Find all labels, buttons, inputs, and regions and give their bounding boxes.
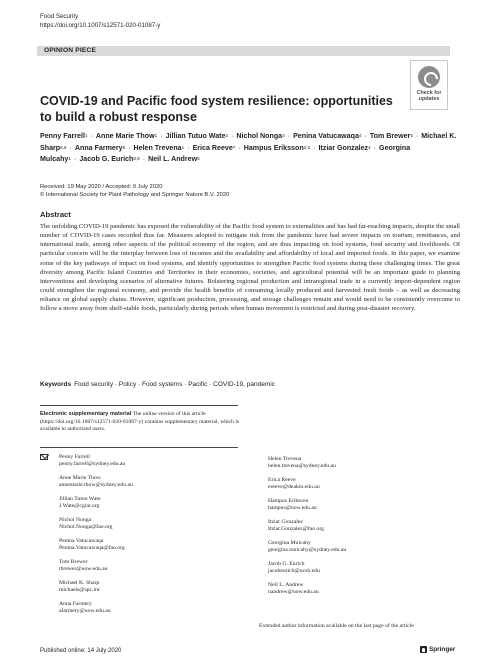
author-affiliation: 1 <box>181 144 185 150</box>
copyright-line: © International Society for Plant Pathology and Springer Nature B.V. 2020 <box>40 192 230 198</box>
author-contact <box>59 454 125 468</box>
contact-name: Anne Marie Thow <box>59 475 101 481</box>
author-contact <box>268 561 320 575</box>
author-name[interactable]: Jacob G. Eurich <box>79 155 134 164</box>
contact-email[interactable]: annemarie.thow@sydney.edu.au <box>59 482 133 489</box>
article-type-bar <box>37 46 450 56</box>
author-affiliation: 7 <box>232 144 236 150</box>
keywords <box>40 381 275 388</box>
author-list <box>40 131 458 166</box>
check-for-updates-badge[interactable] <box>410 60 448 110</box>
article-doi[interactable]: https://doi.org/10.1007/s12571-020-01087-y <box>40 22 161 29</box>
abstract-text: The unfolding COVID-19 pandemic has exposed the vulnerability of the Pacific food system to externalities and has had far-reaching impacts, despite the small number of COVID-19 cases recorded thus far. Measures adopted to mitigate risk from the pandemic have had severe impacts on tourism, remittances, and international trade, among other aspects of the political economy of the region, and are thus impacting on food systems, food security and livelihoods. Of particular concern will be the interplay between loss of incomes and the availability and affordability of local and imported foods. In this paper, we examine some of the key pathways of impact on food systems, and identify opportunities to strengthen Pacific food systems during these challenging times. The great diversity among Pacific Island Countries and Territories in their economies, societies, and agricultural potential will be an important guide to planning interventions and developing scenarios of alternative futures. Bolstering regional production and intraregional trade in a currently import-dependent region could strengthen the regional economy, and provide the health benefits of consuming locally produced and harvested fresh foods – as well as decreasing reliance on global supply chains. However, significant production, processing, and storage challenges remain and would need to be consistently overcome to follow a move away from shelf-stable foods, particularly during periods when human movement is restricted and during post-disaster recovery. <box>40 223 460 313</box>
author-separator: · <box>160 132 163 140</box>
author-separator: · <box>142 155 146 164</box>
author-affiliation: 5,6 <box>60 144 67 150</box>
author-separator: · <box>238 143 241 152</box>
author-contact <box>268 519 324 533</box>
springer-horse-icon <box>420 646 427 653</box>
author-affiliation: 5 <box>410 133 413 138</box>
author-separator: · <box>364 132 367 140</box>
contact-name: Nichol Nonga <box>59 517 92 523</box>
author-name[interactable]: Erica Reeve <box>192 143 233 152</box>
author-contact <box>59 580 99 594</box>
contact-email[interactable]: jacobeurich@ucsb.edu <box>268 568 320 575</box>
publisher-logo <box>420 646 455 653</box>
contact-name: Hampus Eriksson <box>268 498 309 504</box>
author-affiliation: 2,5 <box>303 144 311 150</box>
journal-header <box>40 12 160 30</box>
contact-email[interactable]: helen.trevena@sydney.edu.au <box>268 463 336 470</box>
author-contact <box>268 540 346 554</box>
contact-name: Itziar Gonzalez <box>268 519 303 525</box>
contact-name: Georgina Mulcahy <box>268 540 311 546</box>
author-name[interactable]: Georgina Mulcahy <box>40 143 411 164</box>
contact-name: Jillian Tutuo Wate <box>59 496 101 502</box>
author-contact <box>268 498 317 512</box>
contact-name: Tom Brewer <box>59 559 88 565</box>
publisher-name: Springer <box>429 646 456 654</box>
author-separator: · <box>231 132 234 140</box>
contact-email[interactable]: Penina.Vatucawaqa@fao.org <box>59 545 125 552</box>
author-name[interactable]: Anne Marie Thow <box>95 132 155 140</box>
check-for-text: Check for <box>416 90 442 96</box>
extended-author-note: Extended author information available on the last page of the article <box>259 623 414 629</box>
author-affiliation: 1 <box>84 133 88 138</box>
author-separator: · <box>69 143 72 152</box>
contact-email[interactable]: ereeve@deakin.edu.au <box>268 484 320 491</box>
contact-name: Neil L. Andrew <box>268 582 304 588</box>
author-contact <box>59 475 133 489</box>
author-contact <box>59 559 107 573</box>
author-separator: · <box>187 143 190 152</box>
updates-text: updates <box>418 96 440 102</box>
contact-name: Penina Vatucawaqa <box>59 538 104 544</box>
contact-name: Erica Reeve <box>268 477 296 483</box>
refresh-icon <box>418 66 440 88</box>
abstract-heading: Abstract <box>40 210 71 219</box>
author-affiliation: 3 <box>282 133 285 138</box>
keywords-text: Food security · Policy · Food systems · Pacific · COVID-19, pandemic <box>74 381 275 388</box>
contact-email[interactable]: J.Wate@cgiar.org <box>59 503 100 510</box>
author-affiliation: 4 <box>358 133 362 138</box>
contact-email[interactable]: georgina.mulcahy@sydney.edu.au <box>268 547 347 554</box>
contact-email[interactable]: tbrewer@uow.edu.au <box>59 566 108 573</box>
author-affiliation: 5 <box>197 156 200 162</box>
author-separator: · <box>415 132 419 140</box>
article-title: COVID-19 and Pacific food system resilience: opportunities to build a robust response <box>40 94 393 124</box>
author-contact <box>59 517 112 531</box>
author-contact <box>268 456 336 470</box>
esm-bottom-rule <box>40 447 238 448</box>
contact-email[interactable]: Nichol.Nonga@fao.org <box>59 524 113 531</box>
author-affiliation: 2 <box>225 133 229 138</box>
author-name[interactable]: Anna Farmery <box>74 143 123 152</box>
author-separator: · <box>73 155 77 164</box>
author-name[interactable]: Neil L. Andrew <box>148 155 198 164</box>
author-name[interactable]: Helen Trevena <box>133 143 182 152</box>
author-name[interactable]: Nichol Nonga <box>236 132 283 140</box>
esm-text: The online version of this article (https://doi.org/10.1007/s12571-020-01087-y) contains supplementary material, which is available to authorized users. <box>40 411 240 433</box>
esm-top-rule <box>40 405 238 406</box>
published-online: Published online: 14 July 2020 <box>40 648 122 654</box>
author-name[interactable]: Itziar Gonzalez <box>318 143 369 152</box>
author-affiliation: 4 <box>368 144 371 150</box>
author-separator: · <box>90 132 93 140</box>
author-name[interactable]: Jillian Tutuo Wate <box>165 132 226 140</box>
contact-name: Anna Farmery <box>59 601 93 607</box>
envelope-icon <box>40 454 48 460</box>
author-separator: · <box>313 143 316 152</box>
contact-email[interactable]: hampus@uow.edu.au <box>268 505 317 512</box>
author-contact <box>59 538 125 552</box>
contact-email[interactable]: afarmery@uow.edu.au <box>59 608 111 615</box>
contact-email[interactable]: nandrew@uow.edu.au <box>268 589 319 596</box>
author-name[interactable]: Michael K. Sharp <box>40 132 457 152</box>
contact-email[interactable]: penny.farrell@sydney.edu.au <box>59 461 126 468</box>
author-separator: · <box>128 143 131 152</box>
supplementary-note <box>40 411 240 434</box>
author-separator: · <box>287 132 291 140</box>
contact-email[interactable]: Itziar.Gonzalez@fao.org <box>268 526 324 533</box>
author-separator: · <box>373 143 377 152</box>
received-accepted-dates: Received: 19 May 2020 / Accepted: 9 July 2020 <box>40 184 163 190</box>
author-name[interactable]: Penina Vatucawaqa <box>293 132 359 140</box>
author-name[interactable]: Tom Brewer <box>369 132 411 140</box>
esm-label: Electronic supplementary material <box>40 411 132 417</box>
contact-name: Penny Farrell <box>59 454 90 460</box>
author-affiliation: 1 <box>154 133 158 138</box>
article-type-label: OPINION PIECE <box>44 47 97 54</box>
author-affiliation: 5 <box>122 144 126 150</box>
author-name[interactable]: Penny Farrell <box>40 132 85 140</box>
author-contact <box>268 582 319 596</box>
journal-name: Food Security <box>40 13 79 20</box>
contact-name: Michael K. Sharp <box>59 580 100 586</box>
contact-email[interactable]: michaels@spc.int <box>59 587 100 594</box>
author-affiliation: 8,9 <box>133 156 140 162</box>
author-contact <box>59 496 100 510</box>
keywords-label: Keywords <box>40 381 72 388</box>
author-affiliation: 1 <box>68 156 71 162</box>
author-name[interactable]: Hampus Eriksson <box>243 143 304 152</box>
author-contact <box>268 477 320 491</box>
author-contact <box>59 601 111 615</box>
contact-name: Helen Trevena <box>268 456 302 462</box>
contact-name: Jacob G. Eurich <box>268 561 305 567</box>
